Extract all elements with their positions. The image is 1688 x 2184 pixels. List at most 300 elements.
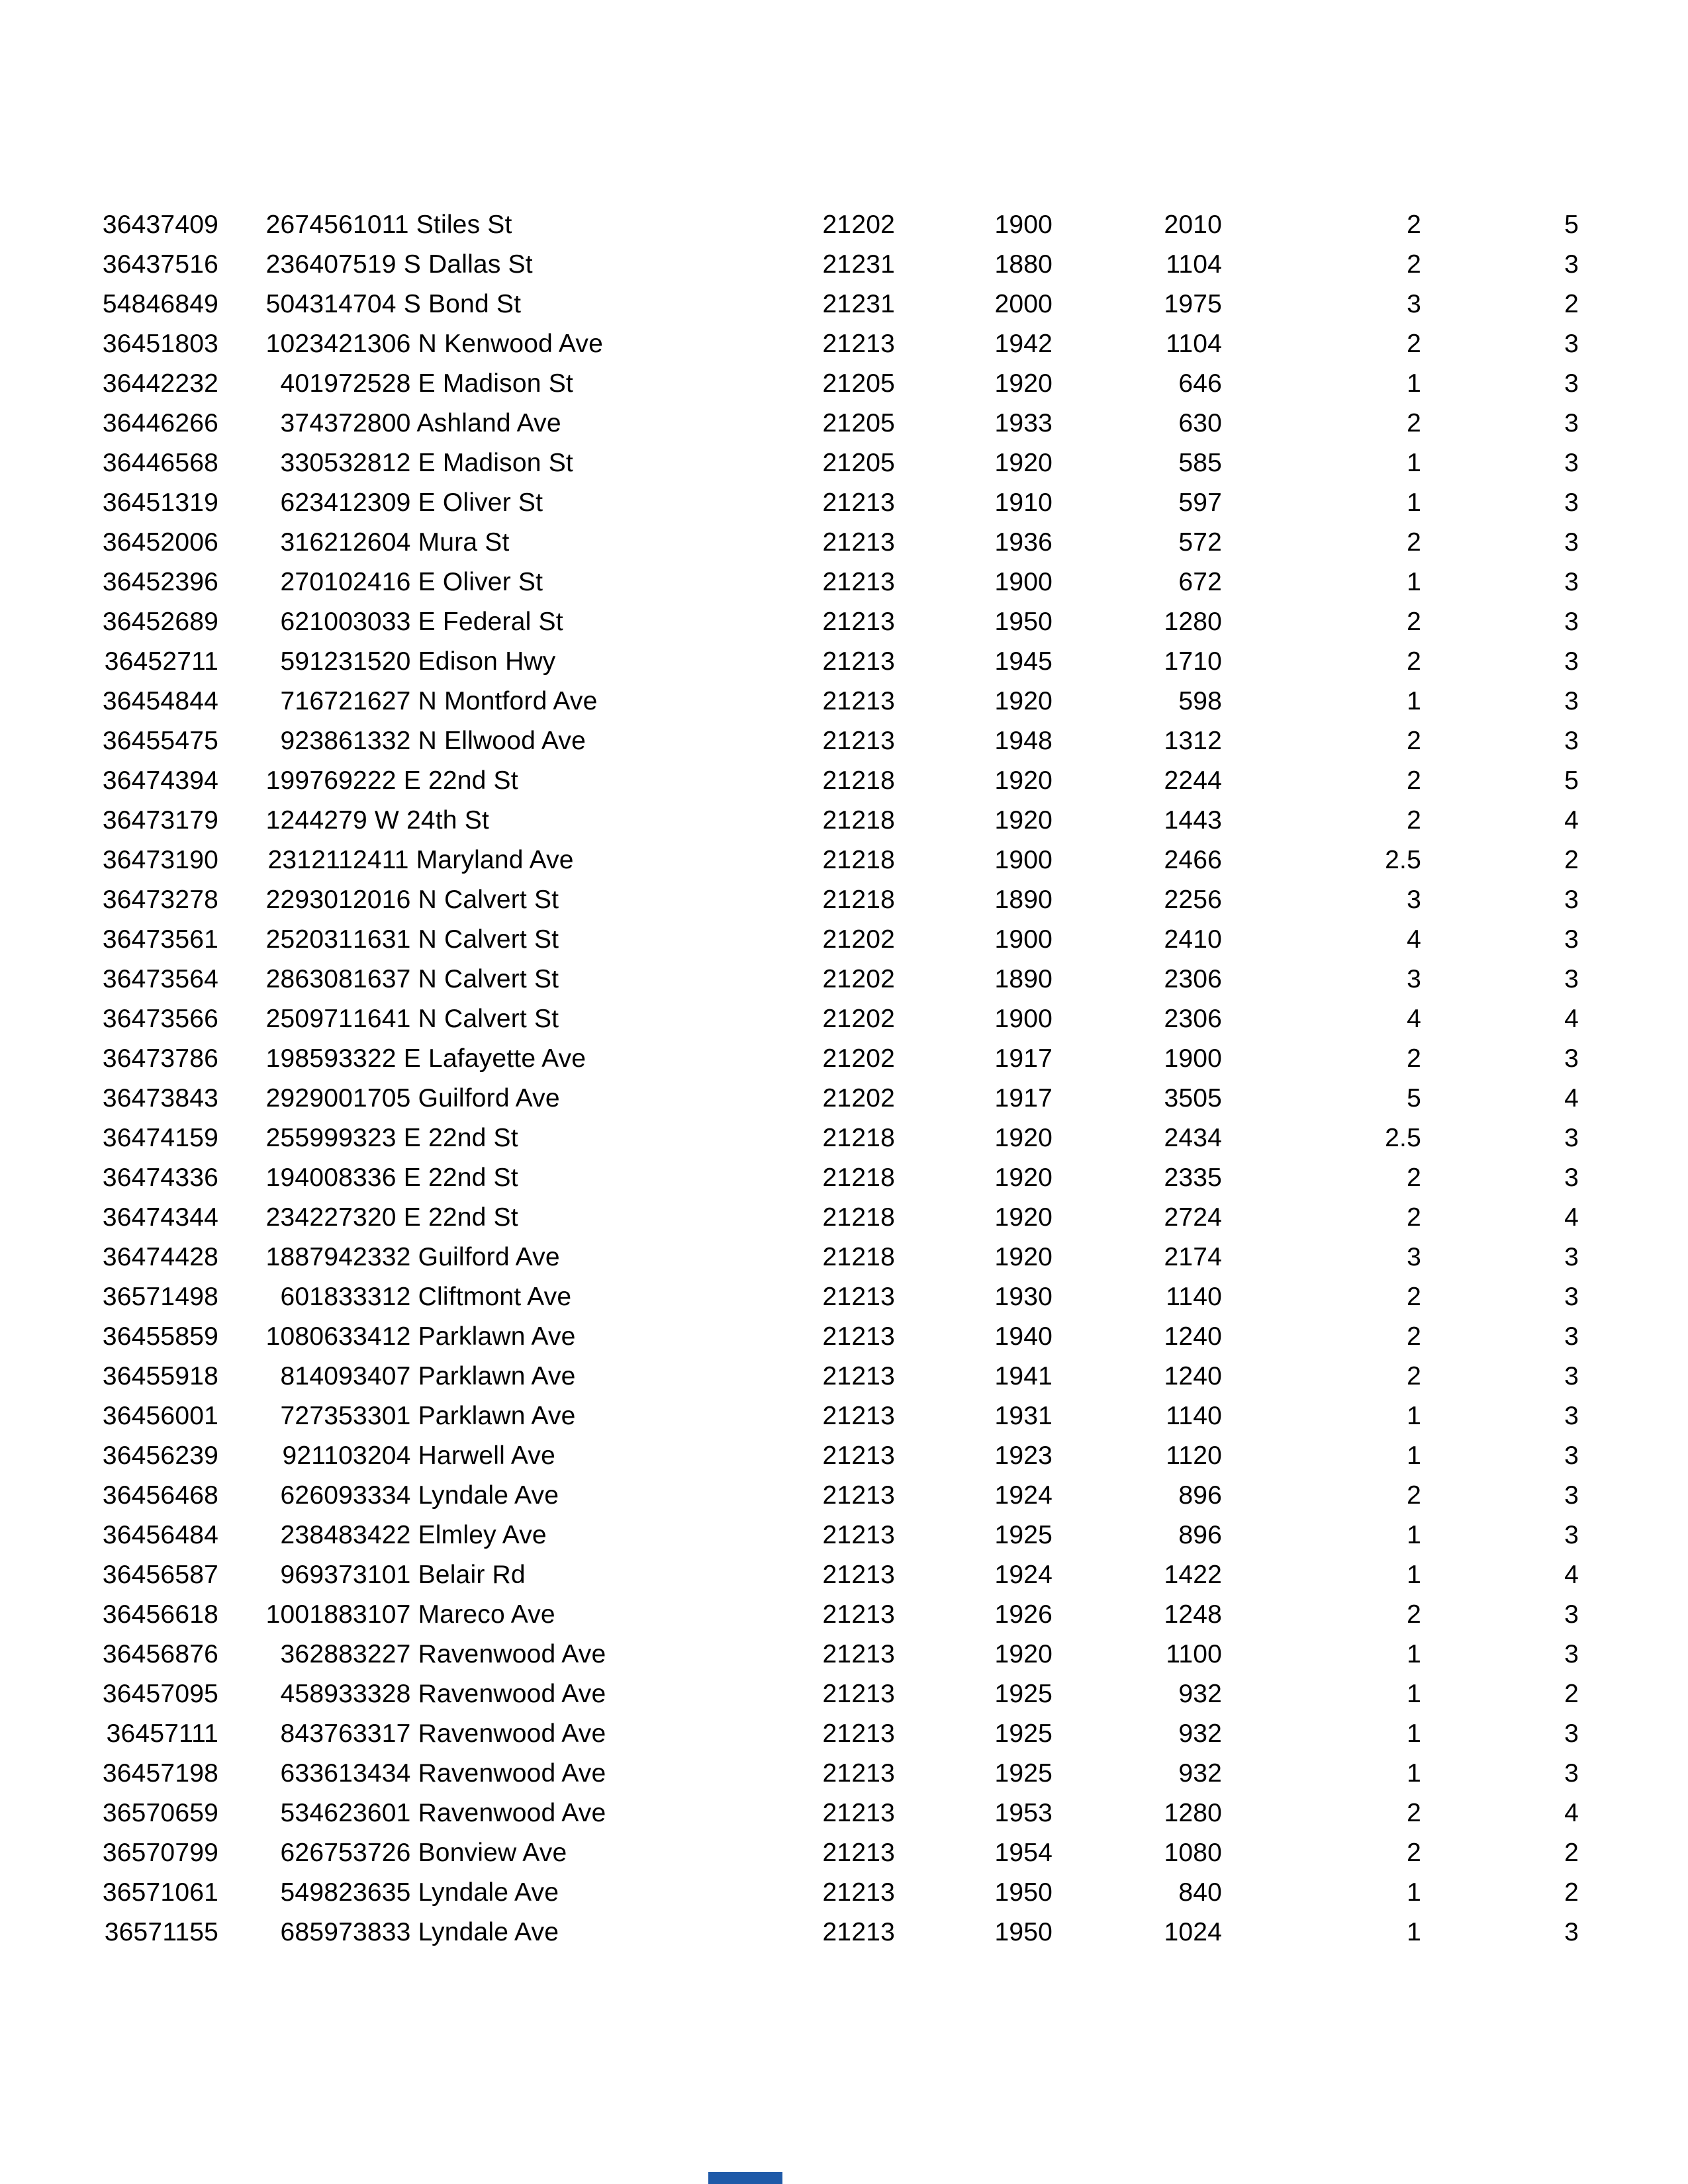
cell-zip: 21213 [822,1839,895,1867]
cell-year-built: 1917 [994,1084,1053,1113]
cell-baths: 2 [1407,330,1421,358]
cell-sqft: 2410 [1164,925,1222,954]
cell-zip: 21213 [822,568,895,596]
table-row [93,285,1579,324]
cell-address: 3407 Parklawn Ave [353,1362,576,1390]
cell-zip: 21213 [822,608,895,636]
cell-value: 255999 [265,1124,353,1152]
cell-baths: 1 [1407,1878,1421,1907]
cell-value: 124427 [265,806,353,835]
cell-year-built: 1926 [994,1600,1053,1629]
cell-record-id: 36452006 [102,528,218,557]
cell-record-id: 36457095 [102,1680,218,1708]
cell-year-built: 1925 [994,1680,1053,1708]
cell-beds: 4 [1564,1561,1579,1589]
table-row [93,1516,1579,1555]
data-table [93,205,1579,1952]
cell-sqft: 672 [1178,568,1222,596]
cell-address: 3312 Cliftmont Ave [353,1283,572,1311]
cell-record-id: 36452689 [102,608,218,636]
cell-baths: 2 [1407,250,1421,279]
cell-value: 102342 [265,330,353,358]
cell-value: 188794 [265,1243,353,1271]
cell-sqft: 1100 [1166,1640,1222,1668]
cell-sqft: 2434 [1164,1124,1222,1152]
cell-baths: 2 [1407,1481,1421,1510]
cell-year-built: 1900 [994,925,1053,954]
cell-sqft: 896 [1178,1521,1222,1549]
cell-sqft: 1422 [1164,1561,1222,1589]
cell-baths: 1 [1407,1759,1421,1788]
cell-beds: 3 [1564,1600,1579,1629]
cell-address: 1332 N Ellwood Ave [353,727,586,755]
cell-value: 92386 [280,727,353,755]
cell-baths: 2 [1407,1362,1421,1390]
cell-baths: 2 [1407,210,1421,239]
cell-sqft: 2244 [1164,766,1222,795]
cell-baths: 1 [1407,449,1421,477]
cell-sqft: 1120 [1166,1441,1222,1470]
table-row [93,1754,1579,1794]
cell-baths: 5 [1407,1084,1421,1113]
cell-sqft: 572 [1178,528,1222,557]
table-row [93,1396,1579,1436]
table-row [93,364,1579,404]
cell-address: 3204 Harwell Ave [353,1441,556,1470]
cell-zip: 21202 [822,1084,895,1113]
table-row [93,920,1579,960]
cell-record-id: 36454844 [102,687,218,715]
cell-beds: 3 [1564,1640,1579,1668]
cell-sqft: 1443 [1164,806,1222,835]
cell-baths: 2 [1407,1799,1421,1827]
cell-sqft: 1104 [1166,330,1222,358]
cell-sqft: 597 [1178,488,1222,517]
cell-year-built: 1920 [994,766,1053,795]
cell-beds: 3 [1564,1759,1579,1788]
table-row [93,801,1579,841]
cell-address: 2411 Maryland Ave [353,846,574,874]
cell-sqft: 646 [1178,369,1222,398]
cell-value: 234227 [265,1203,353,1232]
cell-beds: 5 [1564,210,1579,239]
cell-value: 36288 [280,1640,353,1668]
cell-baths: 3 [1407,886,1421,914]
table-row [93,682,1579,721]
cell-record-id: 36455859 [102,1322,218,1351]
cell-zip: 21213 [822,1322,895,1351]
table-row [93,721,1579,761]
cell-value: 100188 [265,1600,353,1629]
cell-zip: 21213 [822,1521,895,1549]
cell-value: 45893 [280,1680,353,1708]
cell-address: 704 S Bond St [353,290,522,318]
cell-sqft: 1280 [1164,1799,1222,1827]
cell-baths: 2 [1407,766,1421,795]
cell-zip: 21202 [822,965,895,993]
cell-year-built: 1890 [994,886,1053,914]
cell-record-id: 36456484 [102,1521,218,1549]
cell-sqft: 1975 [1164,290,1222,318]
cell-address: 3422 Elmley Ave [353,1521,547,1549]
cell-zip: 21218 [822,1124,895,1152]
cell-record-id: 36473786 [102,1044,218,1073]
cell-sqft: 2256 [1164,886,1222,914]
cell-beds: 2 [1564,1680,1579,1708]
cell-record-id: 36473190 [102,846,218,874]
cell-baths: 2.5 [1385,1124,1421,1152]
cell-address: 3434 Ravenwood Ave [353,1759,606,1788]
cell-beds: 3 [1564,1322,1579,1351]
cell-value: 40197 [280,369,353,398]
cell-record-id: 36456618 [102,1600,218,1629]
cell-address: 1641 N Calvert St [353,1005,559,1033]
cell-zip: 21218 [822,806,895,835]
cell-beds: 3 [1564,886,1579,914]
cell-record-id: 36474159 [102,1124,218,1152]
cell-value: 54982 [280,1878,353,1907]
cell-record-id: 36473278 [102,886,218,914]
cell-zip: 21213 [822,1799,895,1827]
table-row [93,1833,1579,1873]
cell-address: 323 E 22nd St [353,1124,518,1152]
cell-zip: 21213 [822,1640,895,1668]
cell-beds: 3 [1564,250,1579,279]
cell-zip: 21213 [822,330,895,358]
cell-year-built: 1924 [994,1561,1053,1589]
cell-address: 1705 Guilford Ave [353,1084,560,1113]
table-row [93,999,1579,1039]
cell-value: 33053 [280,449,353,477]
cell-address: 3107 Mareco Ave [353,1600,555,1629]
cell-baths: 2 [1407,1322,1421,1351]
cell-sqft: 2724 [1164,1203,1222,1232]
table-row [93,841,1579,880]
cell-baths: 1 [1407,1402,1421,1430]
cell-year-built: 1880 [994,250,1053,279]
cell-record-id: 36570799 [102,1839,218,1867]
cell-record-id: 36455475 [102,727,218,755]
cell-value: 62341 [280,488,353,517]
cell-beds: 2 [1564,290,1579,318]
cell-address: 3412 Parklawn Ave [353,1322,576,1351]
table-row [93,1118,1579,1158]
cell-year-built: 1940 [994,1322,1053,1351]
cell-zip: 21218 [822,766,895,795]
cell-record-id: 36473561 [102,925,218,954]
cell-year-built: 1954 [994,1839,1053,1867]
cell-baths: 2 [1407,1163,1421,1192]
cell-year-built: 1920 [994,369,1053,398]
table-row [93,1635,1579,1674]
table-row [93,1913,1579,1952]
cell-beds: 4 [1564,1203,1579,1232]
cell-address: 3635 Lyndale Ave [353,1878,559,1907]
cell-value: 23848 [280,1521,353,1549]
cell-baths: 1 [1407,1719,1421,1748]
table-row [93,960,1579,999]
cell-sqft: 1710 [1164,647,1222,676]
cell-baths: 2 [1407,608,1421,636]
table-row [93,1714,1579,1754]
cell-zip: 21213 [822,727,895,755]
cell-record-id: 36570659 [102,1799,218,1827]
cell-year-built: 1950 [994,1918,1053,1946]
cell-value: 62675 [280,1839,353,1867]
cell-value: 292900 [265,1084,353,1113]
cell-year-built: 2000 [994,290,1053,318]
cell-address: 3833 Lyndale Ave [353,1918,559,1946]
cell-value: 199769 [265,766,353,795]
cell-year-built: 1920 [994,1203,1053,1232]
cell-address: 3033 E Federal St [353,608,563,636]
cell-record-id: 36457111 [106,1719,218,1748]
data-table-body [93,205,1579,1952]
cell-value: 92110 [282,1441,353,1470]
cell-record-id: 36452396 [102,568,218,596]
cell-value: 236407 [265,250,353,279]
cell-sqft: 932 [1178,1719,1222,1748]
table-row [93,563,1579,602]
cell-zip: 21213 [822,1481,895,1510]
cell-year-built: 1910 [994,488,1053,517]
cell-address: 3301 Parklawn Ave [353,1402,576,1430]
cell-year-built: 1900 [994,1005,1053,1033]
cell-beds: 3 [1564,608,1579,636]
cell-beds: 4 [1564,1005,1579,1033]
cell-record-id: 36442232 [102,369,218,398]
cell-beds: 4 [1564,1799,1579,1827]
cell-record-id: 36473843 [102,1084,218,1113]
cell-address: 2812 E Madison St [353,449,573,477]
cell-zip: 21213 [822,1719,895,1748]
cell-record-id: 36456587 [102,1561,218,1589]
cell-zip: 21218 [822,1203,895,1232]
cell-beds: 2 [1564,1839,1579,1867]
cell-sqft: 2174 [1164,1243,1222,1271]
table-row [93,324,1579,364]
cell-baths: 2 [1407,1283,1421,1311]
cell-zip: 21202 [822,925,895,954]
cell-value: 63361 [280,1759,353,1788]
cell-beds: 3 [1564,925,1579,954]
cell-zip: 21213 [822,1878,895,1907]
cell-record-id: 36473564 [102,965,218,993]
cell-sqft: 932 [1178,1759,1222,1788]
cell-address: 2528 E Madison St [353,369,573,398]
cell-record-id: 36457198 [102,1759,218,1788]
cell-beds: 3 [1564,1481,1579,1510]
cell-value: 198593 [265,1044,353,1073]
cell-zip: 21202 [822,210,895,239]
cell-value: 84376 [280,1719,353,1748]
cell-sqft: 2306 [1164,1005,1222,1033]
cell-value: 231211 [267,846,353,874]
clipped-hyperlink[interactable] [708,2172,782,2184]
cell-beds: 4 [1564,806,1579,835]
cell-baths: 2 [1407,409,1421,437]
cell-zip: 21213 [822,488,895,517]
cell-baths: 1 [1407,1640,1421,1668]
cell-record-id: 36571061 [102,1878,218,1907]
cell-baths: 1 [1407,1680,1421,1708]
cell-value: 31621 [280,528,353,557]
cell-beds: 3 [1564,1918,1579,1946]
cell-value: 229301 [265,886,353,914]
cell-year-built: 1950 [994,1878,1053,1907]
cell-address: 3601 Ravenwood Ave [353,1799,606,1827]
table-row [93,1555,1579,1595]
cell-address: 322 E Lafayette Ave [353,1044,586,1073]
cell-record-id: 36451803 [102,330,218,358]
cell-baths: 2 [1407,1203,1421,1232]
cell-address: 1306 N Kenwood Ave [353,330,604,358]
cell-sqft: 840 [1178,1878,1222,1907]
cell-record-id: 36455918 [102,1362,218,1390]
cell-year-built: 1920 [994,1243,1053,1271]
cell-beds: 3 [1564,1719,1579,1748]
cell-value: 81409 [280,1362,353,1390]
cell-beds: 3 [1564,647,1579,676]
cell-baths: 2 [1407,806,1421,835]
cell-year-built: 1933 [994,409,1053,437]
table-row [93,880,1579,920]
cell-year-built: 1920 [994,806,1053,835]
cell-address: 3317 Ravenwood Ave [353,1719,606,1748]
table-row [93,1357,1579,1396]
cell-address: 2309 E Oliver St [353,488,543,517]
cell-year-built: 1900 [994,568,1053,596]
table-row [93,404,1579,443]
cell-beds: 3 [1564,449,1579,477]
cell-record-id: 36446568 [102,449,218,477]
cell-value: 267456 [265,210,353,239]
table-row [93,523,1579,563]
cell-record-id: 36446266 [102,409,218,437]
cell-sqft: 1280 [1164,608,1222,636]
cell-sqft: 2466 [1164,846,1222,874]
cell-baths: 2 [1407,1600,1421,1629]
cell-zip: 21213 [822,1402,895,1430]
cell-beds: 3 [1564,1283,1579,1311]
cell-address: 2800 Ashland Ave [353,409,561,437]
table-row [93,1198,1579,1238]
cell-record-id: 36474394 [102,766,218,795]
cell-year-built: 1930 [994,1283,1053,1311]
cell-year-built: 1920 [994,1124,1053,1152]
table-row [93,1674,1579,1714]
cell-year-built: 1931 [994,1402,1053,1430]
cell-year-built: 1941 [994,1362,1053,1390]
cell-sqft: 585 [1178,449,1222,477]
cell-value: 62100 [280,608,353,636]
cell-sqft: 1140 [1166,1402,1222,1430]
cell-sqft: 1140 [1166,1283,1222,1311]
cell-beds: 3 [1564,727,1579,755]
cell-year-built: 1936 [994,528,1053,557]
cell-value: 59123 [280,647,353,676]
cell-sqft: 1248 [1164,1600,1222,1629]
cell-sqft: 1900 [1164,1044,1222,1073]
table-row [93,642,1579,682]
cell-beds: 3 [1564,528,1579,557]
cell-zip: 21213 [822,687,895,715]
cell-beds: 2 [1564,1878,1579,1907]
cell-address: 1627 N Montford Ave [353,687,598,715]
cell-sqft: 1024 [1164,1918,1222,1946]
cell-year-built: 1917 [994,1044,1053,1073]
cell-baths: 1 [1407,1561,1421,1589]
cell-address: 2332 Guilford Ave [353,1243,560,1271]
cell-beds: 3 [1564,409,1579,437]
cell-sqft: 2335 [1164,1163,1222,1192]
cell-value: 71672 [280,687,353,715]
cell-address: 1637 N Calvert St [353,965,559,993]
cell-year-built: 1925 [994,1759,1053,1788]
cell-year-built: 1925 [994,1521,1053,1549]
cell-baths: 1 [1407,369,1421,398]
clipped-hyperlink-fragment [708,2172,782,2184]
cell-zip: 21213 [822,1918,895,1946]
cell-baths: 2 [1407,1839,1421,1867]
cell-address: 9 W 24th St [353,806,489,835]
cell-sqft: 896 [1178,1481,1222,1510]
table-row [93,1277,1579,1317]
cell-address: 2416 E Oliver St [353,568,543,596]
table-row [93,1595,1579,1635]
cell-baths: 2 [1407,528,1421,557]
cell-value: 72735 [280,1402,353,1430]
cell-beds: 3 [1564,1362,1579,1390]
cell-zip: 21218 [822,1163,895,1192]
cell-zip: 21202 [822,1005,895,1033]
cell-beds: 3 [1564,1243,1579,1271]
cell-zip: 21218 [822,1243,895,1271]
table-row [93,205,1579,245]
cell-year-built: 1900 [994,210,1053,239]
cell-baths: 1 [1407,1521,1421,1549]
cell-sqft: 3505 [1164,1084,1222,1113]
cell-year-built: 1948 [994,727,1053,755]
cell-value: 37437 [280,409,353,437]
cell-baths: 3 [1407,1243,1421,1271]
cell-baths: 2 [1407,647,1421,676]
cell-zip: 21213 [822,1561,895,1589]
cell-record-id: 36456239 [102,1441,218,1470]
cell-address: 320 E 22nd St [353,1203,518,1232]
cell-year-built: 1900 [994,846,1053,874]
cell-value: 53462 [280,1799,353,1827]
cell-record-id: 36473179 [102,806,218,835]
cell-beds: 3 [1564,687,1579,715]
cell-address: 1631 N Calvert St [353,925,559,954]
cell-zip: 21213 [822,1283,895,1311]
cell-beds: 5 [1564,766,1579,795]
table-row [93,761,1579,801]
table-row [93,1317,1579,1357]
cell-value: 250971 [265,1005,353,1033]
cell-zip: 21218 [822,886,895,914]
cell-zip: 21213 [822,1680,895,1708]
cell-year-built: 1945 [994,647,1053,676]
cell-beds: 3 [1564,568,1579,596]
cell-sqft: 1240 [1164,1362,1222,1390]
cell-year-built: 1924 [994,1481,1053,1510]
table-row [93,483,1579,523]
table-row [93,1039,1579,1079]
table-row [93,245,1579,285]
cell-record-id: 36571498 [102,1283,218,1311]
